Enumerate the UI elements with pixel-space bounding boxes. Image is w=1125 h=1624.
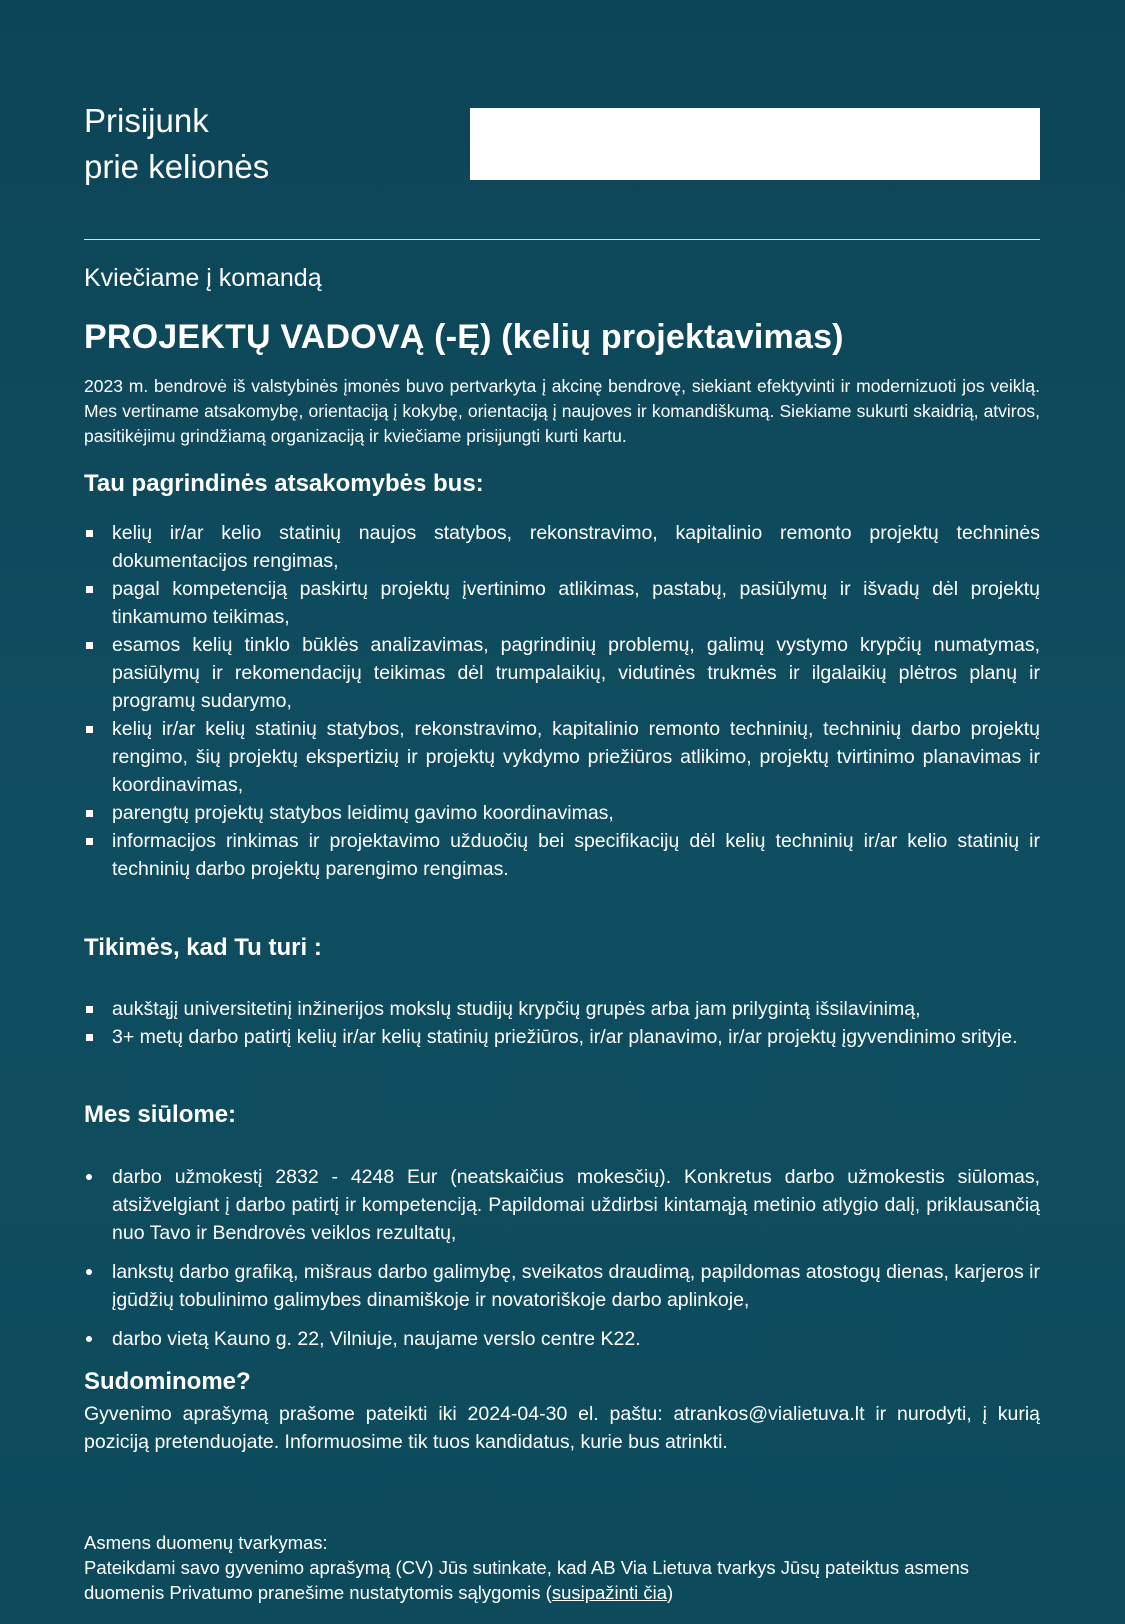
list-item: parengtų projektų statybos leidimų gavimo koordinavimas, — [84, 799, 1040, 827]
square-bullet-icon — [86, 838, 93, 845]
responsibilities-list — [84, 519, 1040, 883]
round-bullet-icon — [86, 1174, 92, 1180]
logo-placeholder — [470, 108, 1040, 180]
square-bullet-icon — [86, 1006, 93, 1013]
list-item: informacijos rinkimas ir projektavimo užduočių bei specifikacijų dėl kelių techninių ir/ar kelio statinių ir techninių darbo projektų parengimo rengimas. — [84, 827, 1040, 883]
list-item: kelių ir/ar kelių statinių statybos, rekonstravimo, kapitalinio remonto techninių, techninių darbo projektų rengimo, šių projektų ekspertizių ir projektų vykdymo priežiūros atlikimo, projektų tvirtinimo planavimas ir koordinavimas, — [84, 715, 1040, 799]
privacy-body: Pateikdami savo gyvenimo aprašymą (CV) Jūs sutinkate, kad AB Via Lietuva tvarkys Jūsų pateiktus asmens duomenis Privatumo pranešime nustatytomis sąlygomis (susipažinti čia) — [84, 1557, 969, 1603]
hero-slogan — [84, 98, 269, 190]
list-item: 3+ metų darbo patirtį kelių ir/ar kelių statinių priežiūros, ir/ar planavimo, ir/ar projektų įgyvendinimo srityje. — [84, 1023, 1040, 1051]
list-item: kelių ir/ar kelio statinių naujos statybos, rekonstravimo, kapitalinio remonto projektų techninės dokumentacijos rengimas, — [84, 519, 1040, 575]
requirements-heading: Tikimės, kad Tu turi : — [84, 934, 322, 961]
list-item: aukštąjį universitetinį inžinerijos mokslų studijų krypčių grupės arba jam prilygintą išsilavinimą, — [84, 995, 1040, 1023]
round-bullet-icon — [86, 1269, 92, 1275]
hero-line-2: prie kelionės — [84, 148, 270, 185]
apply-heading: Sudominome? — [84, 1368, 251, 1395]
privacy-link[interactable]: susipažinti čia — [551, 1582, 667, 1603]
invite-text: Kviečiame į komandą — [84, 264, 322, 292]
requirements-list — [84, 995, 1040, 1051]
privacy-heading: Asmens duomenų tvarkymas: — [84, 1532, 328, 1553]
privacy-notice — [84, 1530, 1040, 1605]
divider — [84, 239, 1040, 240]
offer-heading: Mes siūlome: — [84, 1101, 237, 1128]
job-title: PROJEKTŲ VADOVĄ (-Ę) (kelių projektavimas) — [84, 318, 844, 356]
square-bullet-icon — [86, 810, 93, 817]
round-bullet-icon — [86, 1336, 92, 1342]
square-bullet-icon — [86, 586, 93, 593]
list-item: darbo užmokestį 2832 - 4248 Eur (neatskaičius mokesčių). Konkretus darbo užmokestis siūlomas, atsižvelgiant į darbo patirtį ir kompetenciją. Papildomai uždirbsi kintamąją metinio atlygio dalį, priklausančią nuo Tavo ir Bendrovės veiklos rezultatų, — [84, 1163, 1040, 1247]
square-bullet-icon — [86, 642, 93, 649]
apply-text: Gyvenimo aprašymą prašome pateikti iki 2024-04-30 el. paštu: atrankos@vialietuva.lt ir nurodyti, į kurią poziciją pretenduojate. Informuosime tik tuos kandidatus, kurie bus atrinkti. — [84, 1403, 1040, 1453]
list-item: pagal kompetenciją paskirtų projektų įvertinimo atlikimas, pastabų, pasiūlymų ir išvadų dėl projektų tinkamumo teikimas, — [84, 575, 1040, 631]
hero-line-1: Prisijunk — [84, 102, 209, 139]
offer-list — [84, 1163, 1040, 1364]
square-bullet-icon — [86, 530, 93, 537]
square-bullet-icon — [86, 726, 93, 733]
intro-paragraph: 2023 m. bendrovė iš valstybinės įmonės buvo pertvarkyta į akcinę bendrovę, siekiant efektyvinti ir modernizuoti jos veiklą. Mes vertiname atsakomybę, orientaciją į kokybę, orientaciją į naujoves ir komandiškumą. Siekiame sukurti skaidrią, atviros, pasitikėjimu grindžiamą organizaciją ir kviečiame prisijungti kurti kartu. — [84, 376, 1040, 446]
list-item: lankstų darbo grafiką, mišraus darbo galimybę, sveikatos draudimą, papildomas atostogų dienas, karjeros ir įgūdžių tobulinimo galimybes dinamiškoje ir novatoriškoje darbo aplinkoje, — [84, 1258, 1040, 1314]
square-bullet-icon — [86, 1034, 93, 1041]
responsibilities-heading: Tau pagrindinės atsakomybės bus: — [84, 470, 484, 497]
list-item: esamos kelių tinklo būklės analizavimas, pagrindinių problemų, galimų vystymo krypčių numatymas, pasiūlymų ir rekomendacijų teikimas dėl trumpalaikių, vidutinės trukmės ir ilgalaikių plėtros planų ir programų sudarymo, — [84, 631, 1040, 715]
list-item: darbo vietą Kauno g. 22, Vilniuje, naujame verslo centre K22. — [84, 1325, 1040, 1353]
